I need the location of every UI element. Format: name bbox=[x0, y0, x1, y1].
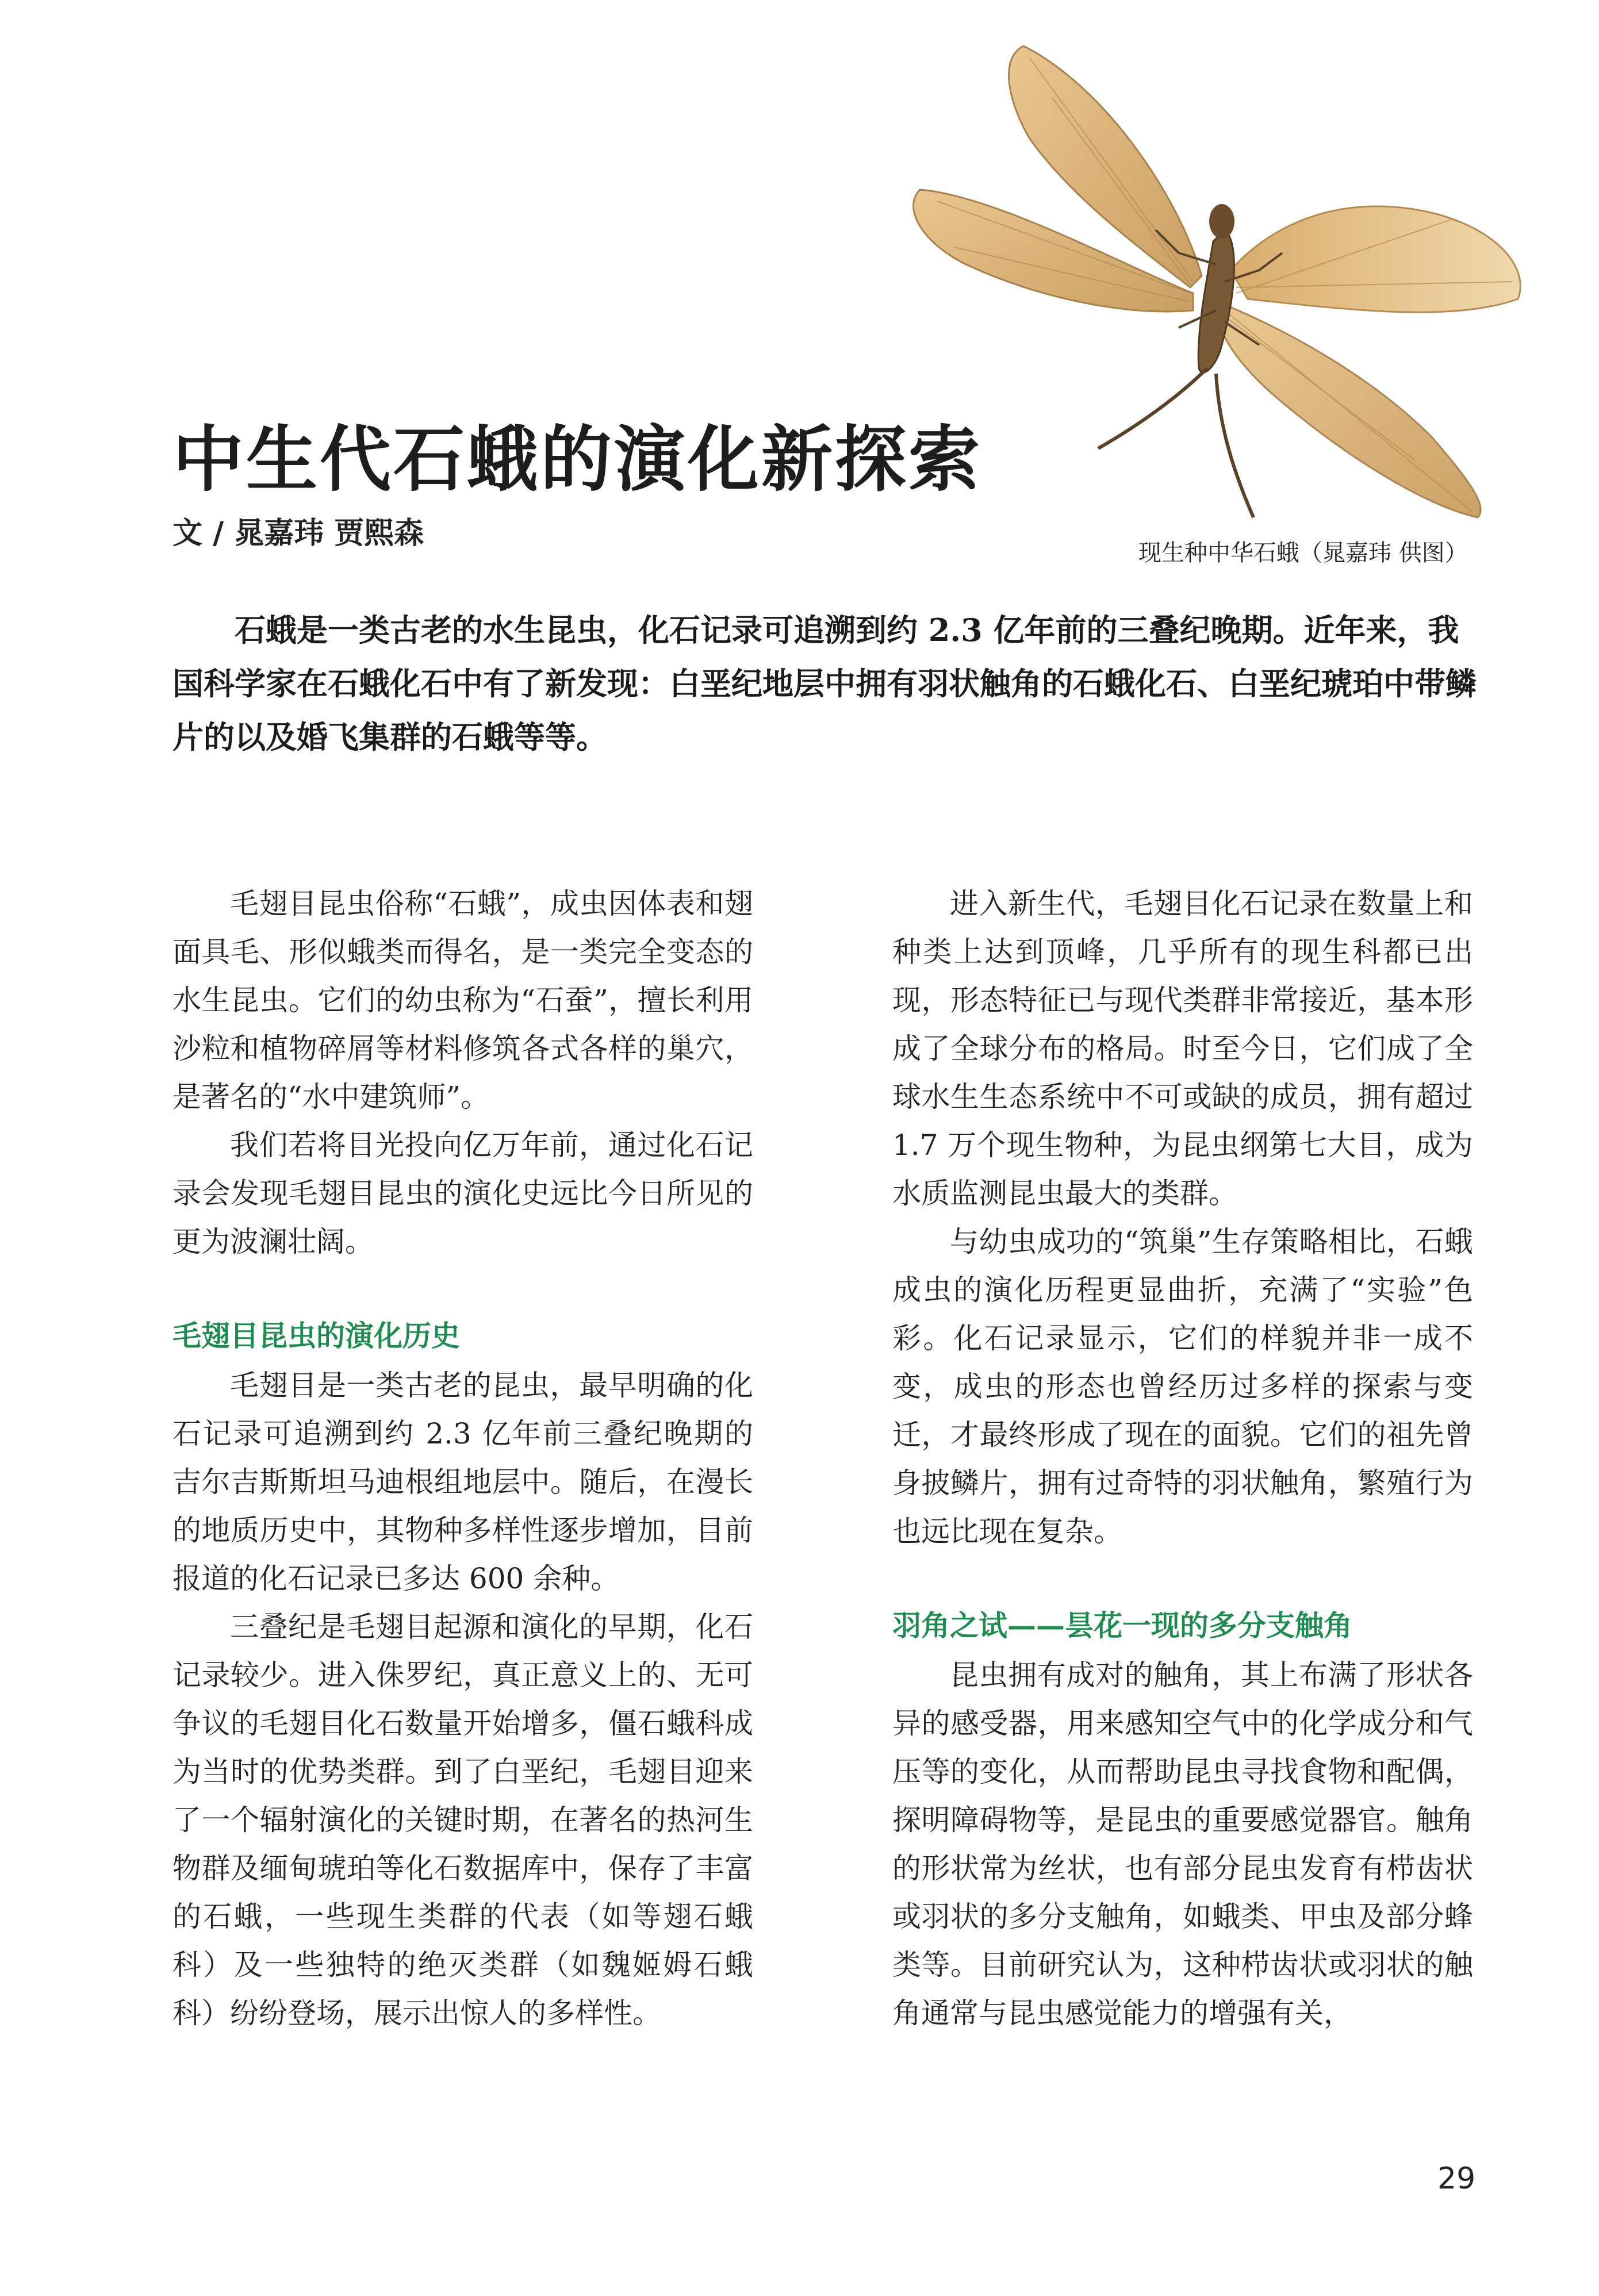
article-title: 中生代石蛾的演化新探索 bbox=[172, 418, 983, 501]
article-byline: 文 / 晁嘉玮 贾熙森 bbox=[172, 516, 424, 551]
paragraph: 昆虫拥有成对的触角，其上布满了形状各异的感受器，用来感知空气中的化学成分和气压等的变化，从而帮助昆虫寻找食物和配偶，探明障碍物等，是昆虫的重要感觉器官。触角的形状常为丝状，也有部分昆虫发育有栉齿状或羽状的多分支触角，如蛾类、甲虫及部分蜂类等。目前研究认为，这种栉齿状或羽状的触角通常与昆虫感觉能力的增强有关， bbox=[892, 1658, 1473, 2030]
left-column bbox=[172, 880, 753, 2037]
paragraph: 与幼虫成功的“筑巢”生存策略相比，石蛾成虫的演化历程更显曲折，充满了“实验”色彩。化石记录显示，它们的样貌并非一成不变，成虫的形态也曾经历过多样的探索与变迁，才最终形成了现在的面貌。它们的祖先曾身披鳞片，拥有过奇特的羽状触角，繁殖行为也远比现在复杂。 bbox=[892, 1225, 1473, 1548]
caddisfly-photo bbox=[880, 23, 1547, 529]
article-lead: 石蛾是一类古老的水生昆虫，化石记录可追溯到约 2.3 亿年前的三叠纪晚期。近年来，我国科学家在石蛾化石中有了新发现：白垩纪地层中拥有羽状触角的石蛾化石、白垩纪琥珀中带鳞片的以及婚飞集群的石蛾等等。 bbox=[172, 612, 1477, 755]
paragraph: 三叠纪是毛翅目起源和演化的早期，化石记录较少。进入侏罗纪，真正意义上的、无可争议的毛翅目化石数量开始增多，僵石蛾科成为当时的优势类群。到了白垩纪，毛翅目迎来了一个辐射演化的关键时期，在著名的热河生物群及缅甸琥珀等化石数据库中，保存了丰富的石蛾，一些现生类群的代表（如等翅石蛾科）及一些独特的绝灭类群（如魏姬姆石蛾科）纷纷登场，展示出惊人的多样性。 bbox=[172, 1610, 753, 2030]
paragraph: 进入新生代，毛翅目化石记录在数量上和种类上达到顶峰，几乎所有的现生科都已出现，形态特征已与现代类群非常接近，基本形成了全球分布的格局。时至今日，它们成了全球水生生态系统中不可或缺的成员，拥有超过 1.7 万个现生物种，为昆虫纲第七大目，成为水质监测昆虫最大的类群。 bbox=[892, 887, 1473, 1210]
image-caption: 现生种中华石蛾（晁嘉玮 供图） bbox=[1138, 540, 1468, 566]
page-number: 29 bbox=[1437, 2161, 1476, 2196]
paragraph: 毛翅目是一类古老的昆虫，最早明确的化石记录可追溯到约 2.3 亿年前三叠纪晚期的吉尔吉斯斯坦马迪根组地层中。随后，在漫长的地质历史中，其物种多样性逐步增加，目前报道的化石记录已多达 600 余种。 bbox=[172, 1369, 753, 1595]
paragraph: 毛翅目昆虫俗称“石蛾”，成虫因体表和翅面具毛、形似蛾类而得名，是一类完全变态的水生昆虫。它们的幼虫称为“石蚕”，擅长利用沙粒和植物碎屑等材料修筑各式各样的巢穴，是著名的“水中建筑师”。 bbox=[172, 887, 753, 1114]
section-heading: 毛翅目昆虫的演化历史 bbox=[172, 1319, 460, 1353]
paragraph: 我们若将目光投向亿万年前，通过化石记录会发现毛翅目昆虫的演化史远比今日所见的更为波澜壮阔。 bbox=[172, 1128, 753, 1258]
right-column bbox=[892, 880, 1473, 2037]
section-heading: 羽角之试——昙花一现的多分支触角 bbox=[892, 1608, 1352, 1642]
